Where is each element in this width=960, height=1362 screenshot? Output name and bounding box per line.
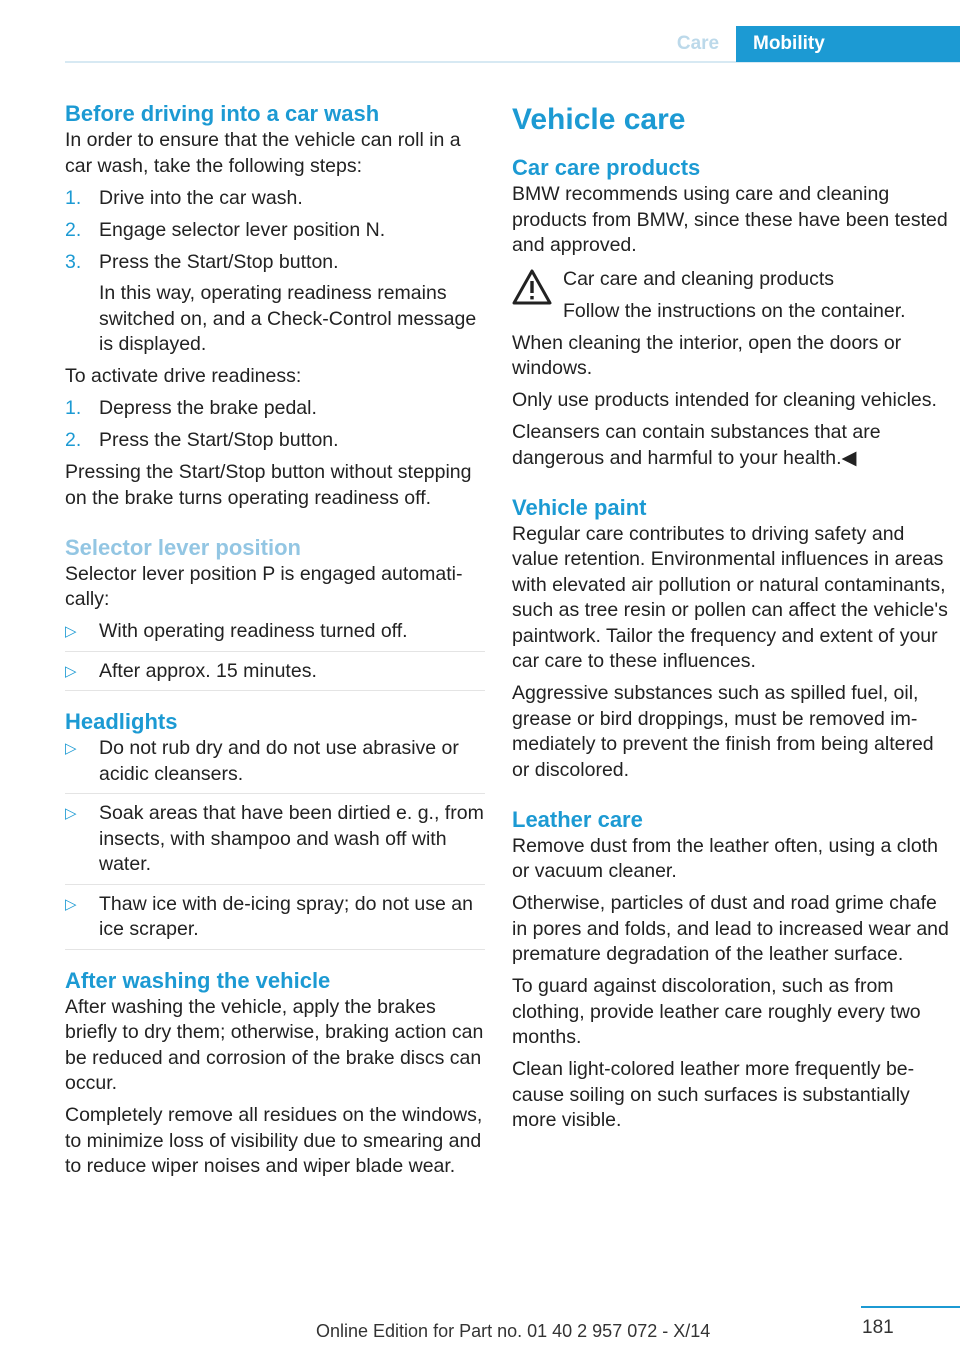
step-text: Press the Start/Stop button. xyxy=(99,250,339,273)
list-item xyxy=(65,659,485,692)
list-item xyxy=(65,218,485,244)
selector-list xyxy=(65,619,485,691)
step-number: 1. xyxy=(65,186,82,209)
item-text: Thaw ice with de-icing spray; do not use an ice scraper. xyxy=(99,892,473,940)
triangle-bullet-icon: ▷ xyxy=(65,739,77,757)
step-number: 2. xyxy=(65,218,82,241)
step-text: Press the Start/Stop button. xyxy=(99,429,339,451)
paint-paragraph: Aggressive substances such as spilled fuel, oil, grease or bird droppings, must be removed immediately to prevent the finish from being altered or discolored. xyxy=(512,682,934,781)
headlights-heading: Headlights xyxy=(65,709,178,734)
step-note: In this way, operating readiness remains switched on, and a Check-Control message is displayed. xyxy=(99,282,477,355)
step-number: 1. xyxy=(65,397,82,419)
afterwash-heading: After washing the vehicle xyxy=(65,967,331,993)
paint-heading: Vehicle paint xyxy=(512,494,647,520)
headlights-list xyxy=(65,736,485,950)
leather-paragraph: Clean light-colored leather more frequently because soiling on such surfaces is substantially more visible. xyxy=(512,1058,915,1131)
afterwash-paragraph: After washing the vehicle, apply the brakes briefly to dry them; otherwise, braking action can be reduced and corrosion of the brake discs can occur. xyxy=(65,995,484,1094)
paint-paragraph: Regular care contributes to driving safety and value retention. Environmental influences in areas with elevated air pollution or natural contaminants, such as tree resin or pollen can affect the vehicle's paintwork. Tailor the frequency and extent of your car care to these influences. xyxy=(512,522,948,672)
warning-box xyxy=(512,267,952,325)
products-heading: Car care products xyxy=(512,155,701,180)
list-item xyxy=(65,736,485,794)
list-item xyxy=(65,396,485,422)
products-paragraph: BMW recommends using care and cleaning products from BMW, since these have been tested and approved. xyxy=(512,183,948,256)
carwash-intro: In order to ensure that the vehicle can roll in a car wash, take the following steps: xyxy=(65,129,461,177)
edition-note: Online Edition for Part no. 01 40 2 957 072 - X/14 xyxy=(316,1321,711,1341)
warning-triangle-icon xyxy=(512,269,552,305)
afterwash-paragraph: Completely remove all residues on the windows, to minimize loss of visibility due to smearing and to reduce wiper noises and wiper blade wear. xyxy=(65,1104,483,1177)
triangle-bullet-icon: ▷ xyxy=(65,622,77,640)
list-item xyxy=(65,892,485,950)
carwash-heading: Before driving into a car wash xyxy=(65,101,380,126)
page-number: 181 xyxy=(862,1317,894,1338)
warning-paragraph: When cleaning the interior, open the doors or windows. xyxy=(512,331,902,379)
vehicle-care-heading: Vehicle care xyxy=(512,103,686,136)
tab-mobility[interactable]: Mobility xyxy=(736,26,960,62)
step-number: 3. xyxy=(65,250,82,273)
warning-line: Follow the instructions on the container. xyxy=(563,299,906,322)
step-number: 2. xyxy=(65,429,82,451)
selector-heading: Selector lever position xyxy=(65,534,301,560)
leather-paragraph: To guard against discoloration, such as from clothing, provide leather care roughly every two months. xyxy=(512,975,921,1048)
triangle-bullet-icon: ▷ xyxy=(65,894,77,913)
list-item xyxy=(65,186,485,212)
warning-paragraph: Only use products intended for cleaning vehicles. xyxy=(512,389,937,411)
triangle-bullet-icon: ▷ xyxy=(65,804,77,822)
step-text: Depress the brake pedal. xyxy=(99,397,317,419)
item-text: With operating readiness turned off. xyxy=(99,620,408,642)
activate-intro: To activate drive readiness: xyxy=(65,365,302,387)
footer-rule xyxy=(861,1306,960,1308)
list-item xyxy=(65,428,485,454)
list-item xyxy=(65,619,485,652)
list-item xyxy=(65,250,485,358)
carwash-steps xyxy=(65,186,485,358)
step-text: Engage selector lever position N. xyxy=(99,218,386,241)
warning-title: Car care and cleaning products xyxy=(563,267,834,290)
tab-care[interactable]: Care xyxy=(676,33,720,54)
item-text: Soak areas that have been dirtied e. g., from insects, with shampoo and wash off with water. xyxy=(99,802,484,875)
activate-steps xyxy=(65,396,485,454)
list-item xyxy=(65,801,485,885)
item-text: Do not rub dry and do not use abrasive or acidic cleansers. xyxy=(99,737,459,785)
leather-paragraph: Otherwise, particles of dust and road grime chafe in pores and folds, and lead to increased wear and premature degradation of the leather surface. xyxy=(512,892,949,965)
step-text: Drive into the car wash. xyxy=(99,186,303,209)
warning-paragraph: Cleansers can contain substances that are dangerous and harmful to your health.◀ xyxy=(512,421,881,469)
left-column xyxy=(65,100,485,1186)
item-text: After approx. 15 minutes. xyxy=(99,659,317,682)
triangle-bullet-icon: ▷ xyxy=(65,661,77,680)
leather-heading: Leather care xyxy=(512,806,643,832)
activate-note: Pressing the Start/Stop button without stepping on the brake turns operating readiness off. xyxy=(65,461,472,509)
leather-paragraph: Remove dust from the leather often, using a cloth or vacuum cleaner. xyxy=(512,834,938,882)
selector-intro: Selector lever position P is engaged automatically: xyxy=(65,562,463,610)
right-column xyxy=(512,100,952,1140)
